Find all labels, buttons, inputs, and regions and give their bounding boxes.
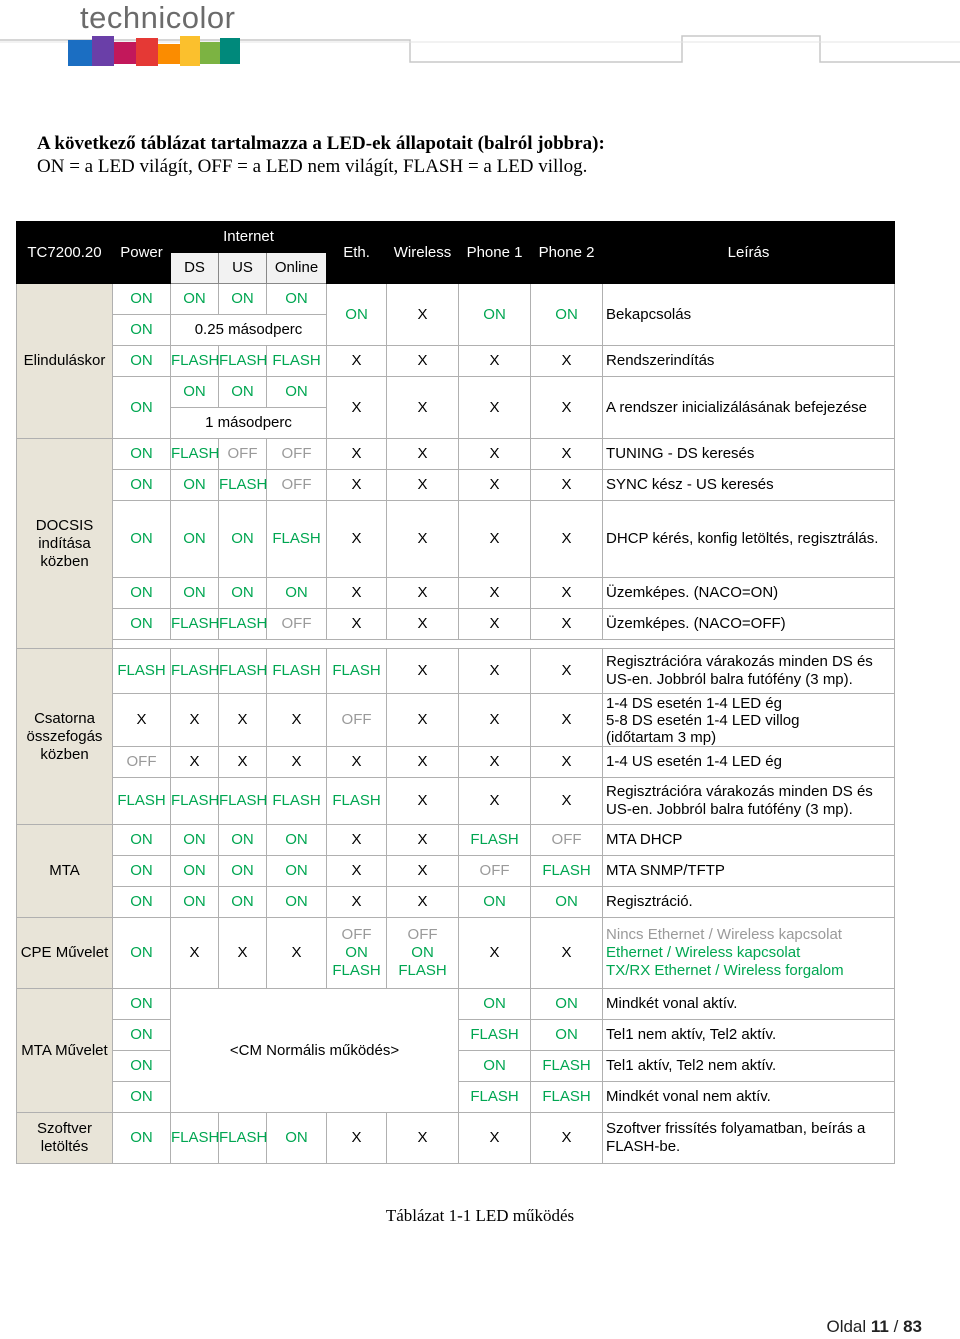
cell-desc: MTA SNMP/TFTP [603, 856, 895, 887]
cell-eth: FLASH [327, 649, 387, 694]
cell-us: FLASH [219, 346, 267, 377]
cell-us: FLASH [219, 1113, 267, 1164]
cell-eth: X [327, 501, 387, 578]
cell-desc: 1-4 US esetén 1-4 LED ég [603, 747, 895, 778]
cell-power: ON [113, 470, 171, 501]
cell-phone1: X [459, 1113, 531, 1164]
page-sep: / [893, 1317, 899, 1336]
wl-state-on: ON [411, 944, 434, 961]
cell-online: ON [267, 578, 327, 609]
cell-desc: Tel1 aktív, Tel2 nem aktív. [603, 1051, 895, 1082]
cell-phone1: ON [459, 989, 531, 1020]
cell-phone2: X [531, 470, 603, 501]
cell-eth: X [327, 1113, 387, 1164]
cell-desc: Üzemképes. (NACO=ON) [603, 578, 895, 609]
header-online: Online [267, 253, 327, 284]
cell-phone1: ON [459, 887, 531, 918]
cell-phone2: X [531, 778, 603, 825]
cell-phone2: FLASH [531, 1082, 603, 1113]
cell-us: ON [219, 377, 267, 408]
cell-phone2: FLASH [531, 856, 603, 887]
cell-online: FLASH [267, 778, 327, 825]
cell-phone2: X [531, 439, 603, 470]
cell-eth: X [327, 578, 387, 609]
cell-us: OFF [219, 439, 267, 470]
cell-ds: FLASH [171, 649, 219, 694]
cell-ds: FLASH [171, 1113, 219, 1164]
cell-eth: X [327, 377, 387, 439]
cell-desc: Szoftver frissítés folyamatban, beírás a FLASH-be. [603, 1113, 895, 1164]
cell-phone2: X [531, 578, 603, 609]
cell-ds: ON [171, 578, 219, 609]
cell-phone2: X [531, 694, 603, 747]
cell-desc: Rendszerindítás [603, 346, 895, 377]
table-row [17, 377, 895, 408]
table-row [17, 918, 895, 989]
cell-ds: ON [171, 825, 219, 856]
cell-phone1: X [459, 649, 531, 694]
header-model: TC7200.20 [17, 222, 113, 284]
intro-line-2: ON = a LED világít, OFF = a LED nem világít, FLASH = a LED villog. [37, 156, 588, 177]
cell-us: FLASH [219, 470, 267, 501]
cell-power: ON [113, 346, 171, 377]
table-row [17, 578, 895, 609]
table-row [17, 778, 895, 825]
cell-duration: 0.25 másodperc [171, 315, 327, 346]
cell-phone1: X [459, 578, 531, 609]
cell-online: X [267, 694, 327, 747]
cell-phone1: X [459, 439, 531, 470]
cell-desc: Regisztrációra várakozás minden DS és US-en. Jobbról balra futófény (3 mp). [603, 778, 895, 825]
cell-eth: X [327, 747, 387, 778]
section-cpe: CPE Művelet [17, 918, 113, 989]
cell-phone2: ON [531, 1020, 603, 1051]
cell-ds: ON [171, 470, 219, 501]
cell-phone1: ON [459, 284, 531, 346]
cell-eth: ON [327, 284, 387, 346]
cell-phone1: X [459, 778, 531, 825]
cell-wireless: X [387, 778, 459, 825]
cell-ds: ON [171, 284, 219, 315]
cell-wireless: X [387, 609, 459, 640]
cell-ds: FLASH [171, 346, 219, 377]
cell-phone1: X [459, 609, 531, 640]
cell-eth: X [327, 346, 387, 377]
cell-desc: SYNC kész - US keresés [603, 470, 895, 501]
section-mta: MTA [17, 825, 113, 918]
cell-desc: Regisztráció. [603, 887, 895, 918]
cell-online: X [267, 747, 327, 778]
cell-power: X [113, 694, 171, 747]
cell-desc: A rendszer inicializálásának befejezése [603, 377, 895, 439]
cell-phone2: ON [531, 887, 603, 918]
cell-cm-normal: <CM Normális működés> [171, 989, 459, 1113]
cell-wireless: X [387, 1113, 459, 1164]
section-software: Szoftver letöltés [17, 1113, 113, 1164]
table-row [17, 609, 895, 640]
cell-online: ON [267, 1113, 327, 1164]
cell-online: ON [267, 856, 327, 887]
table-row [17, 856, 895, 887]
cell-wireless: X [387, 649, 459, 694]
cell-us: X [219, 694, 267, 747]
header-power: Power [113, 222, 171, 284]
cell-wireless: X [387, 439, 459, 470]
header-eth: Eth. [327, 222, 387, 284]
desc-line: Nincs Ethernet / Wireless kapcsolat [606, 926, 842, 943]
cell-online: ON [267, 887, 327, 918]
cell-phone1: OFF [459, 856, 531, 887]
cell-eth: X [327, 825, 387, 856]
cell-power: ON [113, 887, 171, 918]
cell-us: ON [219, 578, 267, 609]
logo-text: technicolor [80, 0, 236, 35]
cell-wireless: X [387, 470, 459, 501]
cell-power: ON [113, 1051, 171, 1082]
cell-us: ON [219, 825, 267, 856]
cell-phone1: X [459, 694, 531, 747]
cell-us: ON [219, 501, 267, 578]
table-row [17, 747, 895, 778]
eth-state-on: ON [345, 944, 368, 961]
cell-online: OFF [267, 470, 327, 501]
cell-power: ON [113, 501, 171, 578]
cell-desc: Bekapcsolás [603, 284, 895, 346]
cell-phone2: X [531, 1113, 603, 1164]
cell-wireless: X [387, 694, 459, 747]
cell-desc [603, 694, 895, 747]
cell-online: ON [267, 377, 327, 408]
cell-phone2: X [531, 501, 603, 578]
cell-ds: ON [171, 377, 219, 408]
cell-us: FLASH [219, 778, 267, 825]
page-prefix: Oldal [826, 1317, 867, 1336]
wl-state-off: OFF [407, 926, 438, 943]
cell-phone1: FLASH [459, 1082, 531, 1113]
cell-power: ON [113, 989, 171, 1020]
eth-state-flash: FLASH [332, 962, 381, 979]
table-row [17, 825, 895, 856]
header-desc: Leírás [603, 222, 895, 284]
cell-online: ON [267, 825, 327, 856]
cell-eth: X [327, 439, 387, 470]
cell-phone1: X [459, 747, 531, 778]
cell-wireless: X [387, 825, 459, 856]
table-row [17, 694, 895, 747]
header-wireless: Wireless [387, 222, 459, 284]
cell-power: ON [113, 315, 171, 346]
cell-ds: ON [171, 856, 219, 887]
cell-desc: Mindkét vonal aktív. [603, 989, 895, 1020]
table-row [17, 887, 895, 918]
header-us: US [219, 253, 267, 284]
cell-desc: Mindkét vonal nem aktív. [603, 1082, 895, 1113]
cell-eth: FLASH [327, 778, 387, 825]
cell-phone2: ON [531, 284, 603, 346]
cell-eth: X [327, 470, 387, 501]
section-bonding: Csatorna összefogás közben [17, 649, 113, 825]
intro-heading [37, 132, 605, 178]
cell-phone1: ON [459, 1051, 531, 1082]
cell-eth: X [327, 856, 387, 887]
cell-eth: X [327, 609, 387, 640]
cell-phone1: FLASH [459, 825, 531, 856]
cell-phone1: X [459, 470, 531, 501]
cell-power: ON [113, 284, 171, 315]
table-row [17, 470, 895, 501]
table-row [17, 284, 895, 315]
cell-wireless: X [387, 346, 459, 377]
cell-us: ON [219, 887, 267, 918]
cell-ds: FLASH [171, 609, 219, 640]
cell-us: FLASH [219, 609, 267, 640]
cell-online: FLASH [267, 649, 327, 694]
cell-wireless: X [387, 887, 459, 918]
page-number [826, 1317, 922, 1337]
section-docsis: DOCSIS indítása közben [17, 439, 113, 649]
header-ds: DS [171, 253, 219, 284]
cell-ds: ON [171, 887, 219, 918]
cell-power: ON [113, 918, 171, 989]
section-mta-operation: MTA Művelet [17, 989, 113, 1113]
eth-state-off: OFF [341, 926, 372, 943]
cell-wireless: X [387, 578, 459, 609]
cell-power: ON [113, 856, 171, 887]
cell-online: FLASH [267, 346, 327, 377]
cell-ds: FLASH [171, 778, 219, 825]
cell-power: FLASH [113, 778, 171, 825]
cell-duration: 1 másodperc [171, 408, 327, 439]
cell-us: ON [219, 284, 267, 315]
cell-power: ON [113, 609, 171, 640]
cell-power: FLASH [113, 649, 171, 694]
cell-wireless: X [387, 747, 459, 778]
page-current: 11 [870, 1317, 889, 1336]
cell-phone2: X [531, 346, 603, 377]
cell-phone1: FLASH [459, 1020, 531, 1051]
cell-us: X [219, 747, 267, 778]
header-row-1 [17, 222, 895, 253]
header-phone1: Phone 1 [459, 222, 531, 284]
logo-color-bar [68, 36, 240, 66]
cell-phone2: X [531, 649, 603, 694]
cell-power: ON [113, 1020, 171, 1051]
cell-desc: TUNING - DS keresés [603, 439, 895, 470]
cell-wireless [387, 918, 459, 989]
cell-ds: ON [171, 501, 219, 578]
cell-power: ON [113, 377, 171, 439]
cell-us: ON [219, 856, 267, 887]
desc-line: TX/RX Ethernet / Wireless forgalom [606, 962, 844, 979]
table-row [17, 989, 895, 1020]
cell-eth: OFF [327, 694, 387, 747]
cell-online: ON [267, 284, 327, 315]
table-row [17, 640, 895, 649]
cell-wireless: X [387, 856, 459, 887]
cell-power: ON [113, 578, 171, 609]
table-row [17, 1113, 895, 1164]
cell-phone1: X [459, 346, 531, 377]
cell-desc: MTA DHCP [603, 825, 895, 856]
cell-ds: X [171, 747, 219, 778]
cell-phone1: X [459, 918, 531, 989]
desc-line: Ethernet / Wireless kapcsolat [606, 944, 801, 961]
cell-online: OFF [267, 439, 327, 470]
cell-us: X [219, 918, 267, 989]
cell-phone2: X [531, 377, 603, 439]
cell-ds: FLASH [171, 439, 219, 470]
cell-power: ON [113, 1082, 171, 1113]
cell-eth: X [327, 887, 387, 918]
cell-desc: DHCP kérés, konfig letöltés, regisztrálás. [603, 501, 895, 578]
cell-online: OFF [267, 609, 327, 640]
cell-desc: Tel1 nem aktív, Tel2 aktív. [603, 1020, 895, 1051]
cell-power: ON [113, 439, 171, 470]
cell-phone1: X [459, 501, 531, 578]
cell-wireless: X [387, 377, 459, 439]
cell-power: ON [113, 1113, 171, 1164]
desc-line: 5-8 DS esetén 1-4 LED villog [606, 711, 800, 729]
section-startup: Elinduláskor [17, 284, 113, 439]
cell-phone2: X [531, 609, 603, 640]
cell-phone2: OFF [531, 825, 603, 856]
header-internet: Internet [171, 222, 327, 253]
cell-phone2: FLASH [531, 1051, 603, 1082]
cell-phone2: X [531, 747, 603, 778]
cell-desc [603, 918, 895, 989]
cell-power: OFF [113, 747, 171, 778]
cell-eth [327, 918, 387, 989]
cell-online: FLASH [267, 501, 327, 578]
cell-phone2: X [531, 918, 603, 989]
table-row [17, 346, 895, 377]
cell-wireless: X [387, 501, 459, 578]
table-caption: Táblázat 1-1 LED működés [385, 1206, 575, 1225]
table-row [17, 501, 895, 578]
desc-line: (időtartam 3 mp) [606, 728, 717, 746]
header-phone2: Phone 2 [531, 222, 603, 284]
page-total: 83 [903, 1317, 922, 1336]
cell-ds: X [171, 918, 219, 989]
cell-ds: X [171, 694, 219, 747]
cell-phone2: ON [531, 989, 603, 1020]
led-status-table [16, 221, 895, 1164]
wl-state-flash: FLASH [398, 962, 447, 979]
cell-phone1: X [459, 377, 531, 439]
desc-line: 1-4 DS esetén 1-4 LED ég [606, 694, 782, 712]
table-row [17, 649, 895, 694]
cell-online: X [267, 918, 327, 989]
intro-line-1: A következő táblázat tartalmazza a LED-ek állapotait (balról jobbra): [37, 133, 605, 154]
cell-desc: Regisztrációra várakozás minden DS és US-en. Jobbról balra futófény (3 mp). [603, 649, 895, 694]
cell-us: FLASH [219, 649, 267, 694]
cell-desc: Üzemképes. (NACO=OFF) [603, 609, 895, 640]
table-row [17, 439, 895, 470]
cell-power: ON [113, 825, 171, 856]
cell-wireless: X [387, 284, 459, 346]
